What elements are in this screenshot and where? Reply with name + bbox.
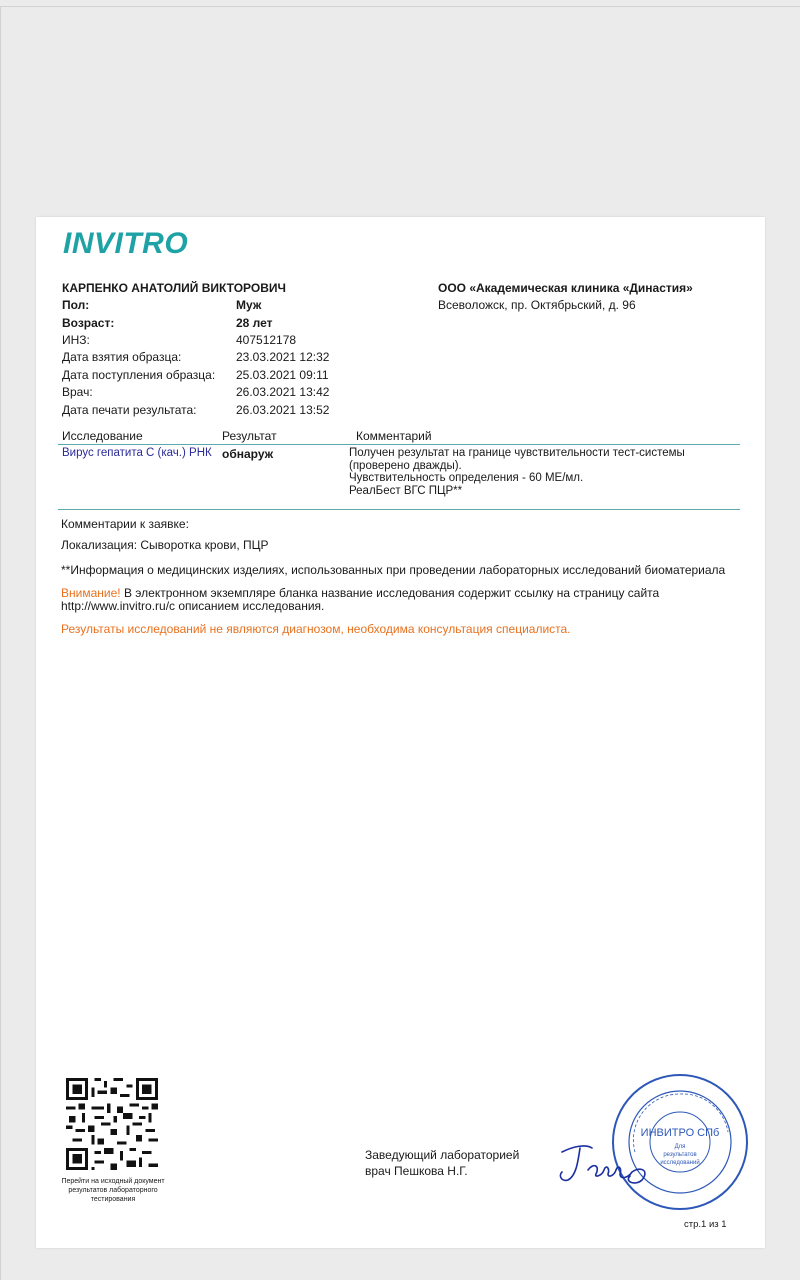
patient-name: КАРПЕНКО АНАТОЛИЙ ВИКТОРОВИЧ <box>62 281 286 295</box>
clinic-name: ООО «Академическая клиника «Династия» <box>438 281 693 295</box>
comment-line: (проверено дважды). <box>349 459 462 472</box>
header-result: Результат <box>222 429 277 443</box>
doctor-date-value: 26.03.2021 13:42 <box>236 385 330 399</box>
sample-date-label: Дата взятия образца: <box>62 350 182 364</box>
receipt-date-label: Дата поступления образца: <box>62 368 216 382</box>
result-value: обнаруж <box>222 447 274 461</box>
comments-label: Комментарии к заявке: <box>61 517 189 531</box>
sex-label: Пол: <box>62 298 90 312</box>
print-date-value: 26.03.2021 13:52 <box>236 403 330 417</box>
svg-text:результатов: результатов <box>663 1152 697 1158</box>
doctor-label: Врач: <box>62 385 93 399</box>
attention-word: Внимание! <box>61 586 121 600</box>
result-comment <box>349 447 739 497</box>
site-link-tail: описанием исследования. <box>175 599 325 613</box>
sample-date-value: 23.03.2021 12:32 <box>236 350 330 364</box>
attention-text: В электронном экземпляре бланка название исследования содержит ссылку на страницу сайта <box>120 586 660 600</box>
age-label: Возраст: <box>62 316 115 330</box>
page-number: стр.1 из 1 <box>684 1219 727 1230</box>
inz-value: 407512178 <box>236 333 297 347</box>
svg-text:исследований: исследований <box>660 1160 700 1166</box>
handwritten-signature <box>554 1132 654 1192</box>
table-header-rule <box>58 444 740 445</box>
window-left-border <box>0 6 1 1280</box>
age-value: 28 лет <box>236 316 273 330</box>
svg-text:ИНВИТРО СПб: ИНВИТРО СПб <box>640 1127 720 1139</box>
signatory-title: Заведующий лабораторией <box>365 1148 520 1162</box>
test-name-link[interactable]: Вирус гепатита С (кач.) РНК <box>62 447 212 459</box>
attention-note <box>61 586 659 600</box>
signatory <box>365 1147 519 1179</box>
svg-text:Для: Для <box>674 1144 686 1150</box>
inz-label: ИНЗ: <box>62 333 90 347</box>
sex-value: Муж <box>236 298 262 312</box>
invitro-logo: INVITRO <box>63 227 189 260</box>
disclaimer-text: Результаты исследований не являются диагнозом, необходима консультация специалиста. <box>61 622 571 636</box>
comment-line: Получен результат на границе чувствительности тест-системы <box>349 447 685 459</box>
qr-code[interactable] <box>66 1078 158 1170</box>
comment-line: Чувствительность определения - 60 МЕ/мл. <box>349 472 584 484</box>
window-top-border <box>0 6 800 7</box>
qr-caption: Перейти на исходный документ результатов лабораторного тестирования <box>61 1178 165 1203</box>
site-link[interactable]: http://www.invitro.ru/c <box>61 599 176 613</box>
devices-info-text: **Информация о медицинских изделиях, использованных при проведении лабораторных исследований биоматериала <box>61 563 726 577</box>
header-research: Исследование <box>62 429 143 443</box>
table-bottom-rule <box>58 509 740 510</box>
clinic-address: Всеволожск, пр. Октябрьский, д. 96 <box>438 298 636 312</box>
comment-line: РеалБест ВГС ПЦР** <box>349 484 463 497</box>
print-date-label: Дата печати результата: <box>62 403 197 417</box>
localization-text: Локализация: Сыворотка крови, ПЦР <box>61 538 269 552</box>
document-page <box>36 217 765 1248</box>
receipt-date-value: 25.03.2021 09:11 <box>236 368 329 382</box>
signatory-name: врач Пешкова Н.Г. <box>365 1164 468 1178</box>
header-comment: Комментарий <box>356 429 432 443</box>
site-link-line <box>61 599 324 613</box>
